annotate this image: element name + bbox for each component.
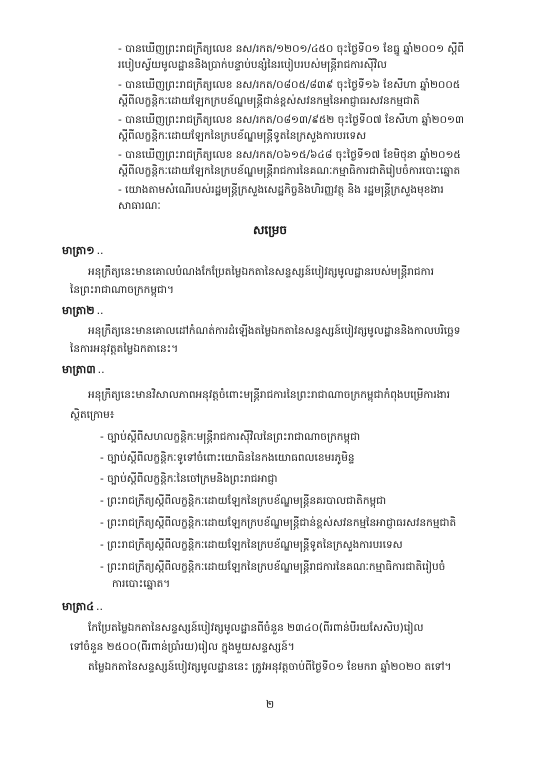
article-3-bullet-continuation: ការបោះឆ្នោត។: [112, 578, 171, 590]
preamble-line: សាធារណៈ: [118, 200, 161, 212]
article-3-line: ស្ថិតក្រោម៖: [70, 409, 115, 421]
article-title-dots: ..: [97, 363, 105, 376]
article-title-text: មាត្រា២: [62, 304, 95, 317]
article-3-bullet: - ព្រះរាជក្រឹត្យស្តីពីលក្ខន្តិកៈដោយឡែកនៃក្របខ័ណ្ឌមន្ត្រីរាជការនៃគណៈកម្មាធិការជាតិរៀបចំ: [100, 561, 446, 573]
preamble-line: ស្តីពីលក្ខន្តិកៈដោយឡែកនៃក្របខ័ណ្ឌមន្ត្រីរាជការនៃគណៈកម្មាធិការជាតិរៀបចំការបោះឆ្នោត: [118, 165, 461, 177]
preamble-line: ស្តីពីលក្ខន្តិកៈដោយឡែកនៃក្របខ័ណ្ឌមន្ត្រីទូតនៃក្រសួងការបរទេស: [118, 130, 367, 142]
article-4-title: [62, 599, 103, 614]
article-3-line: អនុក្រឹត្យនេះមានវិសាលភាពអនុវត្តចំពោះមន្ត្រីរាជការនៃព្រះរាជាណាចក្រកម្ពុជាកំពុងបម្រើការងារ: [88, 389, 451, 401]
article-3-bullet: - ព្រះរាជក្រឹត្យស្តីពីលក្ខន្តិកៈដោយឡែកនៃក្របខ័ណ្ឌមន្ត្រីនគរបាលជាតិកម្ពុជា: [100, 495, 387, 507]
decision-heading: សម្រេច: [252, 223, 288, 237]
article-title-dots: ..: [96, 304, 104, 317]
article-title-text: មាត្រា៣: [62, 363, 96, 376]
preamble-line: - យោងតាមសំណើរបស់រដ្ឋមន្ត្រីក្រសួងសេដ្ឋកិច្ចនិងហិរញ្ញវត្ថុ និង រដ្ឋមន្ត្រីក្រសួងមុខងារ: [118, 184, 444, 196]
article-1-line: អនុក្រឹត្យនេះមានគោលបំណងកែប្រែតម្លៃឯកតានៃសន្ទស្សន៍បៀវត្សមូលដ្ឋានរបស់មន្ត្រីរាជការ: [88, 266, 434, 278]
preamble-line: ស្តីពីលក្ខន្តិកៈដោយឡែកក្របខ័ណ្ឌមន្ត្រីជាន់ខ្ពស់សវនកម្មនៃអាជ្ញាធរសវនកម្មជាតិ: [118, 95, 420, 107]
article-title-text: មាត្រា១: [62, 244, 95, 257]
article-3-bullet: - ព្រះរាជក្រឹត្យស្តីពីលក្ខន្តិកៈដោយឡែកនៃក្របខ័ណ្ឌមន្ត្រីទូតនៃក្រសួងការបរទេស: [100, 539, 403, 551]
article-4-line: ទៅចំនួន ២៥០០(ពីរពាន់ប្រាំរយ)រៀល ក្នុងមួយសន្ទស្សន៍។: [70, 641, 295, 653]
article-3-bullet: - ច្បាប់ស្តីពីសហលក្ខន្តិកៈមន្ត្រីរាជការស៊ីវិលនៃព្រះរាជាណាចក្រកម្ពុជា: [100, 431, 361, 443]
article-title-dots: ..: [96, 600, 104, 613]
article-3-title: [62, 362, 105, 377]
preamble-line: - បានឃើញព្រះរាជក្រឹត្យលេខ នស/រកត/០៨១៣/៩៥២ ចុះថ្ងៃទី០៧ ខែសីហា ឆ្នាំ២០១៣: [118, 114, 464, 126]
article-4-line: កែប្រែតម្លៃឯកតានៃសន្ទស្សន៍បៀវត្សមូលដ្ឋានពីចំនួន ២៣៤០(ពីរពាន់បីរយសែសិប)រៀល: [88, 622, 424, 634]
article-3-bullet: - ច្បាប់ស្តីពីលក្ខន្តិកៈនៃចៅក្រមនិងព្រះរាជអាជ្ញា: [100, 473, 278, 485]
article-2-line: នៃការអនុវត្តតម្លៃឯកតានេះ។: [70, 343, 179, 355]
article-2-title: [62, 303, 104, 318]
preamble-line: - បានឃើញព្រះរាជក្រឹត្យលេខ នស/រកត/០៦១៥/៦៤៨ ចុះថ្ងៃទី១៧ ខែមិថុនា ឆ្នាំ២០១៥: [118, 149, 461, 161]
article-1-line: នៃព្រះរាជាណាចក្រកម្ពុជា។: [70, 284, 174, 296]
article-2-line: អនុក្រឹត្យនេះមានគោលដៅកំណត់ការដំឡើងតម្លៃឯកតានៃសន្ទស្សន៍បៀវត្សមូលដ្ឋាននិងកាលបរិច្ឆេទ: [88, 325, 461, 337]
article-4-line: តម្លៃឯកតានៃសន្ទស្សន៍បៀវត្សមូលដ្ឋាននេះ ត្រូវអនុវត្តចាប់ពីថ្ងៃទី០១ ខែមករា ឆ្នាំ២០២០ តទៅ។: [88, 661, 452, 673]
article-3-bullet: - ព្រះរាជក្រឹត្យស្តីពីលក្ខន្តិកៈដោយឡែកក្របខ័ណ្ឌមន្ត្រីជាន់ខ្ពស់សវនកម្មនៃអាជ្ញាធរសវនកម្មជាតិ: [100, 517, 457, 529]
preamble-line: របៀបស្វ័យមូលដ្ឋាននិងប្រាក់បន្ទាប់បន្សំនៃរបៀបរបស់មន្ត្រីរាជការស៊ីវិល: [118, 59, 387, 71]
page-number: ២: [265, 698, 275, 711]
preamble-line: - បានឃើញព្រះរាជក្រឹត្យលេខ នស/រកត/០៨០៥/៨៣៩ ចុះថ្ងៃទី១៦ ខែសីហា ឆ្នាំ២០០៥: [118, 79, 461, 91]
preamble-line: - បានឃើញព្រះរាជក្រឹត្យលេខ នស/រកត/១២០១/៤៥០ ចុះថ្ងៃទី០១ ខែធ្នូ ឆ្នាំ២០០១ ស្តីពី: [118, 43, 465, 55]
article-title-text: មាត្រា៤: [62, 600, 95, 613]
article-title-dots: ..: [96, 244, 104, 257]
article-3-bullet: - ច្បាប់ស្តីពីលក្ខន្តិកៈទូទៅចំពោះយោធិននៃកងយោធពលខេមរភូមិន្ទ: [100, 452, 355, 464]
article-1-title: [62, 243, 104, 258]
